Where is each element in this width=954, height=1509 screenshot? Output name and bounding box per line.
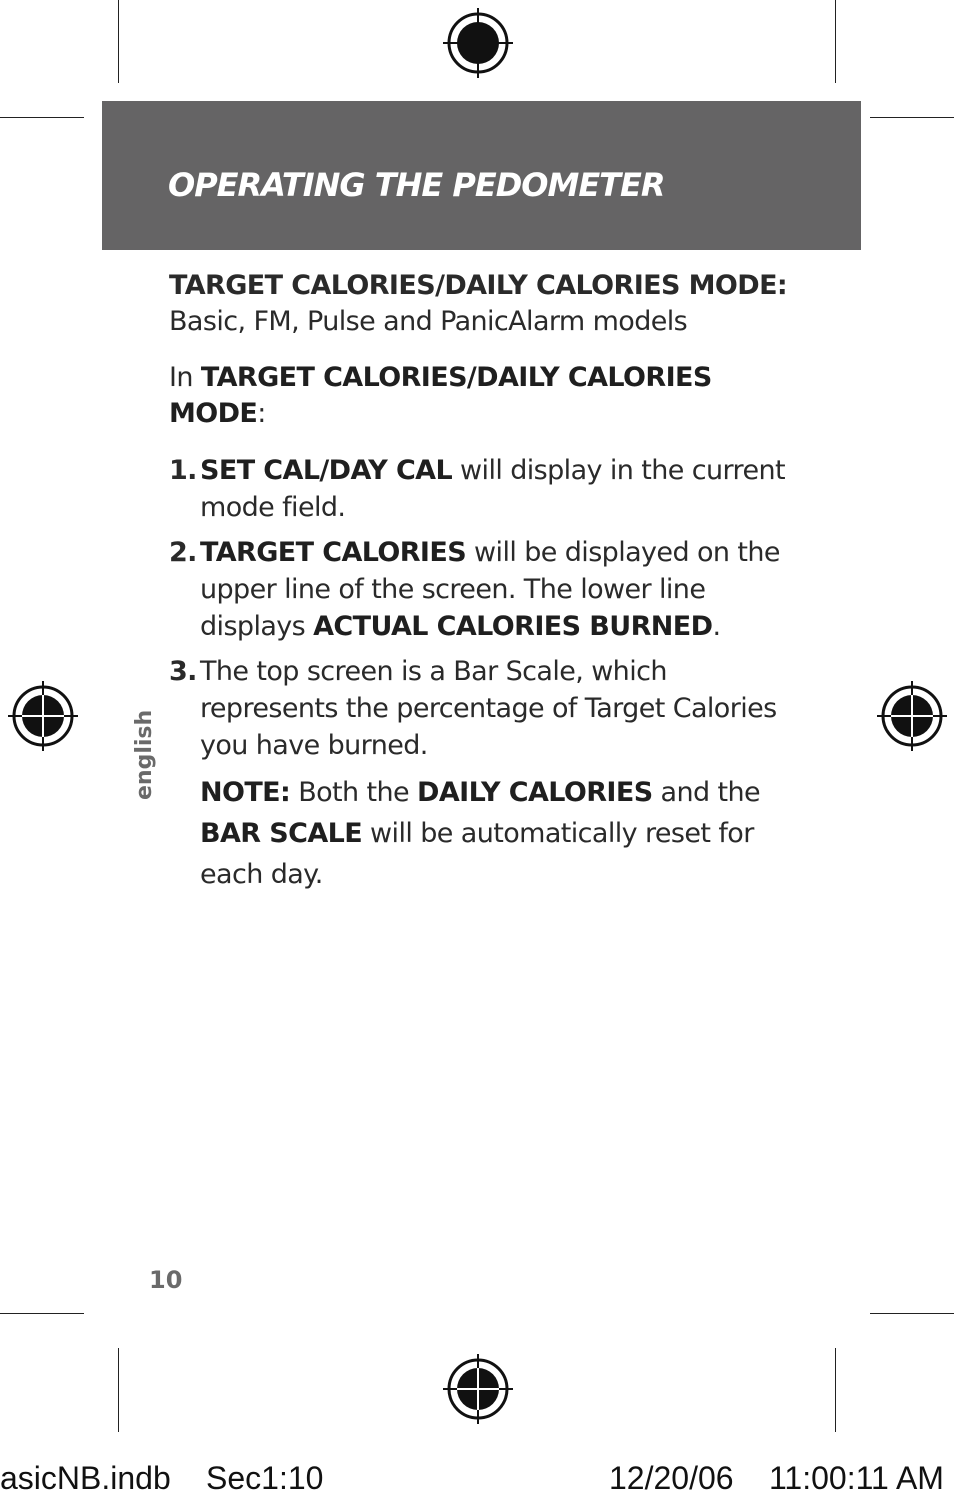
- step-bold: SET CAL/DAY CAL: [200, 455, 453, 486]
- step-text: will display in the current mode field.: [200, 455, 785, 523]
- registration-mark-icon: [443, 1354, 513, 1424]
- registration-mark-icon: [443, 8, 513, 78]
- page-title: OPERATING THE PEDOMETER: [168, 166, 665, 204]
- crop-mark: [835, 1348, 836, 1432]
- note-text: Both the: [290, 777, 418, 808]
- crop-mark: [870, 1313, 954, 1314]
- crop-mark: [835, 0, 836, 83]
- note-paragraph: [169, 772, 809, 895]
- note-text: will be automatically reset for each day.: [200, 818, 754, 890]
- note-label: NOTE:: [200, 777, 291, 808]
- step-text: will be displayed on the upper line of the screen. The lower line displays: [200, 537, 780, 642]
- intro-paragraph: [169, 360, 809, 432]
- note-bold: BAR SCALE: [200, 818, 363, 849]
- crop-mark: [118, 1348, 119, 1432]
- step-number: 1.: [169, 455, 197, 486]
- page-number: 10: [149, 1266, 183, 1294]
- step-number: 3.: [169, 656, 197, 687]
- registration-mark-icon: [877, 681, 947, 751]
- slug-time: 11:00:11 AM: [769, 1460, 944, 1496]
- note-bold: DAILY CALORIES: [417, 777, 653, 808]
- step-bold: TARGET CALORIES: [200, 537, 467, 568]
- slug-date: 12/20/06: [609, 1460, 734, 1496]
- step-bold: ACTUAL CALORIES BURNED: [313, 611, 713, 642]
- step-text: .: [712, 611, 721, 642]
- note-text: and the: [652, 777, 761, 808]
- slug-file: asicNB.indb: [0, 1460, 171, 1496]
- intro-suffix: :: [257, 398, 266, 429]
- crop-mark: [0, 1313, 84, 1314]
- intro-prefix: In: [169, 362, 201, 393]
- section-title: TARGET CALORIES/DAILY CALORIES MODE:: [169, 270, 788, 301]
- list-item: [169, 452, 809, 526]
- slug-section: Sec1:10: [206, 1460, 324, 1496]
- list-item: [169, 653, 809, 764]
- main-content: [169, 268, 809, 895]
- crop-mark: [118, 0, 119, 83]
- registration-mark-icon: [8, 681, 78, 751]
- list-item: [169, 534, 809, 645]
- intro-mode: TARGET CALORIES/DAILY CALORIES MODE: [169, 362, 712, 429]
- step-number: 2.: [169, 537, 197, 568]
- step-text: The top screen is a Bar Scale, which represents the percentage of Target Calories you have burned.: [200, 656, 777, 761]
- crop-mark: [870, 117, 954, 118]
- crop-mark: [0, 117, 84, 118]
- section-models: Basic, FM, Pulse and PanicAlarm models: [169, 306, 688, 337]
- language-label: english: [132, 709, 157, 800]
